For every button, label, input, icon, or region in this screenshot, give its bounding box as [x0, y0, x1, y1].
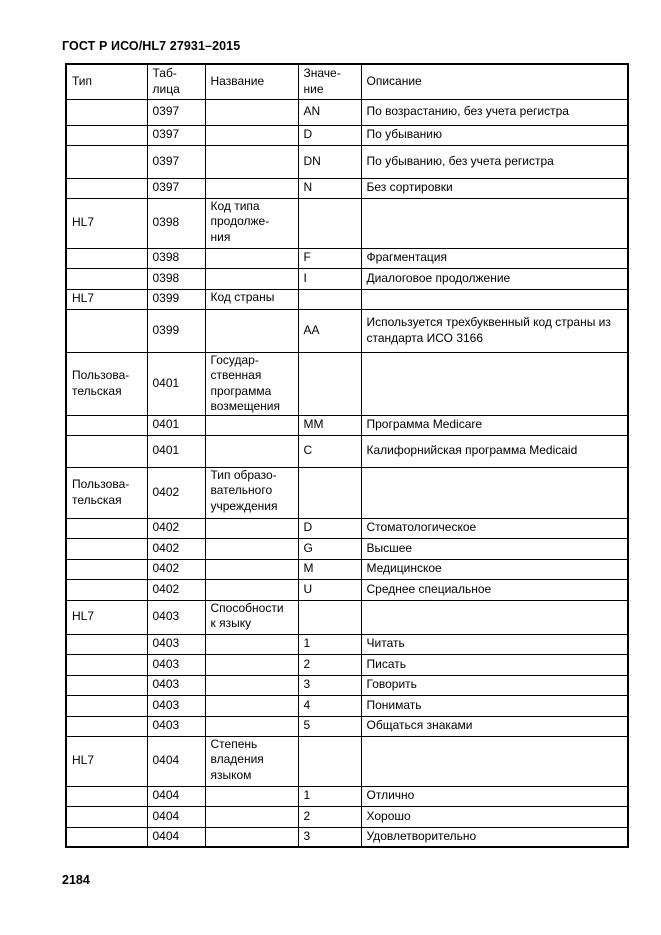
- cell-table: 0403: [147, 675, 205, 695]
- cell-description: [361, 289, 628, 309]
- cell-value: [298, 736, 361, 786]
- cell-table: 0403: [147, 695, 205, 716]
- table-row: [66, 289, 628, 309]
- cell-description: Без сортировки: [361, 178, 628, 198]
- cell-value: AA: [298, 309, 361, 352]
- cell-type: [66, 309, 147, 352]
- cell-description: Используется трехбуквенный код страны из стандарта ИСО 3166: [361, 309, 628, 352]
- cell-value: D: [298, 125, 361, 145]
- cell-value: DN: [298, 145, 361, 178]
- cell-type: [66, 145, 147, 178]
- cell-table: 0398: [147, 198, 205, 248]
- cell-table: 0399: [147, 309, 205, 352]
- cell-name: [205, 786, 298, 806]
- cell-table: 0397: [147, 125, 205, 145]
- cell-type: HL7: [66, 289, 147, 309]
- cell-name: Способности к языку: [205, 600, 298, 634]
- cell-description: Программа Medicare: [361, 415, 628, 435]
- cell-type: [66, 675, 147, 695]
- cell-table: 0402: [147, 579, 205, 600]
- code-table: [65, 63, 629, 848]
- table-row: [66, 736, 628, 786]
- table-row: [66, 268, 628, 289]
- cell-type: [66, 125, 147, 145]
- table-row: [66, 538, 628, 559]
- cell-type: [66, 806, 147, 827]
- cell-value: M: [298, 559, 361, 579]
- table-row: [66, 467, 628, 518]
- cell-description: Удовлетворительно: [361, 827, 628, 847]
- cell-type: [66, 827, 147, 847]
- table-row: [66, 786, 628, 806]
- cell-description: Общаться знаками: [361, 716, 628, 736]
- cell-table: 0403: [147, 716, 205, 736]
- cell-description: Диалоговое продолжение: [361, 268, 628, 289]
- cell-value: [298, 198, 361, 248]
- document-header: ГОСТ Р ИСО/HL7 27931–2015: [62, 39, 241, 53]
- cell-name: [205, 518, 298, 538]
- cell-value: 2: [298, 654, 361, 675]
- table-row: [66, 827, 628, 847]
- table-row: [66, 579, 628, 600]
- cell-table: 0401: [147, 435, 205, 467]
- cell-table: 0401: [147, 352, 205, 415]
- cell-name: [205, 435, 298, 467]
- cell-type: Пользова- тельская: [66, 352, 147, 415]
- cell-type: Пользова- тельская: [66, 467, 147, 518]
- cell-type: [66, 415, 147, 435]
- cell-value: 2: [298, 806, 361, 827]
- cell-type: [66, 538, 147, 559]
- cell-value: 3: [298, 827, 361, 847]
- table-row: [66, 654, 628, 675]
- cell-name: [205, 654, 298, 675]
- table-row: [66, 415, 628, 435]
- table-row: [66, 600, 628, 634]
- cell-table: 0397: [147, 99, 205, 125]
- cell-table: 0402: [147, 518, 205, 538]
- cell-description: По убыванию, без учета регистра: [361, 145, 628, 178]
- cell-name: [205, 248, 298, 268]
- table-row: [66, 559, 628, 579]
- cell-description: [361, 600, 628, 634]
- table-row: [66, 309, 628, 352]
- table-row: [66, 695, 628, 716]
- table-row: [66, 248, 628, 268]
- table-row: [66, 806, 628, 827]
- cell-table: 0399: [147, 289, 205, 309]
- cell-name: Государ- ственная программа возмещения: [205, 352, 298, 415]
- table-row: [66, 518, 628, 538]
- cell-table: 0403: [147, 600, 205, 634]
- cell-name: [205, 125, 298, 145]
- cell-description: По возрастанию, без учета регистра: [361, 99, 628, 125]
- cell-value: N: [298, 178, 361, 198]
- cell-type: [66, 634, 147, 654]
- column-header-type: Тип: [66, 64, 147, 99]
- table-row: [66, 125, 628, 145]
- cell-name: [205, 827, 298, 847]
- table-row: [66, 634, 628, 654]
- page-number: 2184: [62, 873, 90, 887]
- cell-name: [205, 806, 298, 827]
- cell-type: [66, 268, 147, 289]
- table-row: [66, 716, 628, 736]
- cell-name: [205, 268, 298, 289]
- cell-type: [66, 559, 147, 579]
- cell-name: [205, 579, 298, 600]
- cell-type: [66, 579, 147, 600]
- cell-value: 4: [298, 695, 361, 716]
- cell-type: [66, 695, 147, 716]
- cell-type: HL7: [66, 600, 147, 634]
- cell-description: Высшее: [361, 538, 628, 559]
- cell-table: 0402: [147, 538, 205, 559]
- cell-description: Писать: [361, 654, 628, 675]
- cell-name: [205, 675, 298, 695]
- cell-description: Отлично: [361, 786, 628, 806]
- column-header-table: Таб- лица: [147, 64, 205, 99]
- cell-description: [361, 467, 628, 518]
- cell-value: AN: [298, 99, 361, 125]
- cell-description: Медицинское: [361, 559, 628, 579]
- cell-value: D: [298, 518, 361, 538]
- table-row: [66, 198, 628, 248]
- cell-value: MM: [298, 415, 361, 435]
- cell-description: Хорошо: [361, 806, 628, 827]
- cell-name: [205, 695, 298, 716]
- cell-type: [66, 654, 147, 675]
- cell-value: U: [298, 579, 361, 600]
- cell-table: 0404: [147, 806, 205, 827]
- cell-table: 0403: [147, 634, 205, 654]
- cell-value: [298, 289, 361, 309]
- cell-description: Читать: [361, 634, 628, 654]
- cell-name: [205, 415, 298, 435]
- cell-table: 0404: [147, 827, 205, 847]
- cell-type: [66, 786, 147, 806]
- cell-value: C: [298, 435, 361, 467]
- table-row: [66, 178, 628, 198]
- cell-name: [205, 99, 298, 125]
- cell-table: 0402: [147, 467, 205, 518]
- table-row: [66, 145, 628, 178]
- cell-name: [205, 634, 298, 654]
- cell-name: Код типа продолже- ния: [205, 198, 298, 248]
- cell-value: 5: [298, 716, 361, 736]
- cell-description: Калифорнийская программа Medicaid: [361, 435, 628, 467]
- column-header-description: Описание: [361, 64, 628, 99]
- cell-value: [298, 600, 361, 634]
- cell-description: [361, 352, 628, 415]
- cell-description: Стоматологическое: [361, 518, 628, 538]
- cell-table: 0398: [147, 268, 205, 289]
- cell-name: [205, 309, 298, 352]
- cell-name: Степень владения языком: [205, 736, 298, 786]
- cell-value: [298, 352, 361, 415]
- cell-type: [66, 435, 147, 467]
- cell-description: Фрагментация: [361, 248, 628, 268]
- cell-type: [66, 99, 147, 125]
- table-header-row: [66, 64, 628, 99]
- cell-table: 0404: [147, 786, 205, 806]
- cell-description: [361, 198, 628, 248]
- cell-description: По убыванию: [361, 125, 628, 145]
- cell-name: [205, 145, 298, 178]
- cell-table: 0401: [147, 415, 205, 435]
- cell-table: 0404: [147, 736, 205, 786]
- cell-name: [205, 178, 298, 198]
- cell-name: [205, 559, 298, 579]
- cell-table: 0403: [147, 654, 205, 675]
- cell-type: [66, 248, 147, 268]
- cell-type: [66, 518, 147, 538]
- cell-table: 0398: [147, 248, 205, 268]
- table-body: [66, 99, 628, 847]
- table-row: [66, 352, 628, 415]
- cell-type: [66, 716, 147, 736]
- cell-table: 0402: [147, 559, 205, 579]
- cell-value: I: [298, 268, 361, 289]
- column-header-value: Значе- ние: [298, 64, 361, 99]
- cell-name: [205, 538, 298, 559]
- cell-table: 0397: [147, 178, 205, 198]
- cell-table: 0397: [147, 145, 205, 178]
- cell-value: 1: [298, 634, 361, 654]
- cell-value: G: [298, 538, 361, 559]
- cell-description: Говорить: [361, 675, 628, 695]
- cell-value: 3: [298, 675, 361, 695]
- table-row: [66, 435, 628, 467]
- table-row: [66, 99, 628, 125]
- cell-value: F: [298, 248, 361, 268]
- column-header-name: Название: [205, 64, 298, 99]
- cell-value: [298, 467, 361, 518]
- cell-name: [205, 716, 298, 736]
- cell-description: Среднее специальное: [361, 579, 628, 600]
- cell-type: HL7: [66, 736, 147, 786]
- table-row: [66, 675, 628, 695]
- cell-type: HL7: [66, 198, 147, 248]
- cell-value: 1: [298, 786, 361, 806]
- cell-type: [66, 178, 147, 198]
- cell-description: Понимать: [361, 695, 628, 716]
- cell-name: Код страны: [205, 289, 298, 309]
- cell-description: [361, 736, 628, 786]
- cell-name: Тип образо- вательного учреждения: [205, 467, 298, 518]
